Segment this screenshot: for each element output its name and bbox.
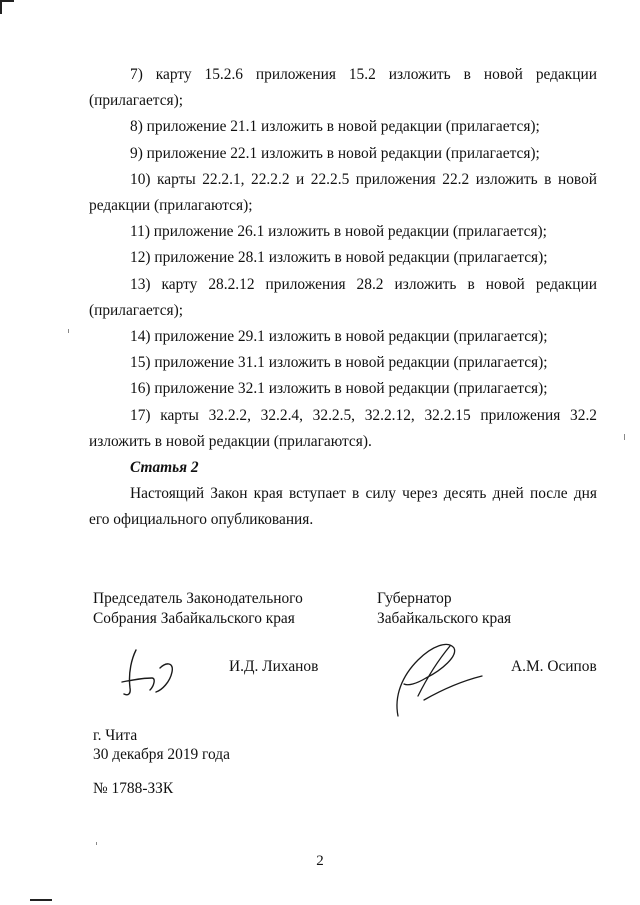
page-number: 2 xyxy=(316,853,324,869)
scan-speck xyxy=(68,329,69,333)
article-heading: Статья 2 xyxy=(130,459,199,477)
scan-edge-mark xyxy=(30,899,52,901)
document-date: 30 декабря 2019 года xyxy=(93,746,230,763)
scan-speck xyxy=(96,842,97,845)
amendment-item: 12) приложение 28.1 изложить в новой редакции (прилагается); xyxy=(130,249,548,267)
amendment-item: 13) карту 28.2.12 приложения 28.2 изложить в новой редакции (прилагается); xyxy=(89,275,597,319)
amendment-item: 16) приложение 32.1 изложить в новой редакции (прилагается); xyxy=(130,380,548,398)
amendment-item: 8) приложение 21.1 изложить в новой редакции (прилагается); xyxy=(130,118,540,136)
amendment-item: 17) карты 32.2.2, 32.2.4, 32.2.5, 32.2.12, 32.2.15 приложения 32.2 изложить в новой редакции (прилагаются). xyxy=(89,406,597,450)
right-signatory-title-line: Губернатор xyxy=(377,590,452,607)
document-number: № 1788-ЗЗК xyxy=(93,780,174,797)
amendment-item: 11) приложение 26.1 изложить в новой редакции (прилагается); xyxy=(130,223,547,241)
left-signatory-title xyxy=(93,589,303,629)
law-amendment-text xyxy=(89,62,597,534)
amendment-item: 15) приложение 31.1 изложить в новой редакции (прилагается); xyxy=(130,354,548,372)
left-signatory-title-line: Председатель Законодательного xyxy=(93,590,303,607)
right-signatory-title-line: Забайкальского края xyxy=(377,610,512,627)
right-signatory-title xyxy=(377,589,511,629)
amendment-item: 14) приложение 29.1 изложить в новой редакции (прилагается); xyxy=(130,328,548,346)
amendment-item: 10) карты 22.2.1, 22.2.2 и 22.2.5 приложения 22.2 изложить в новой редакции (прилагаются); xyxy=(89,170,597,215)
right-signatory-name: А.М. Осипов xyxy=(511,658,597,675)
right-handwritten-signature xyxy=(388,636,488,720)
scan-speck xyxy=(624,434,625,440)
left-signatory-title-line: Собрания Забайкальского края xyxy=(93,610,295,627)
amendment-item: 7) карту 15.2.6 приложения 15.2 изложить в новой редакции (прилагается); xyxy=(89,66,597,110)
city: г. Чита xyxy=(93,727,138,744)
left-handwritten-signature xyxy=(116,648,184,700)
amendment-item: 9) приложение 22.1 изложить в новой редакции (прилагается); xyxy=(130,144,540,162)
article-text: Настоящий Закон края вступает в силу через десять дней после дня его официального опубликования. xyxy=(89,485,597,529)
left-signatory-name: И.Д. Лиханов xyxy=(229,658,319,675)
scan-corner-mark xyxy=(0,0,14,14)
